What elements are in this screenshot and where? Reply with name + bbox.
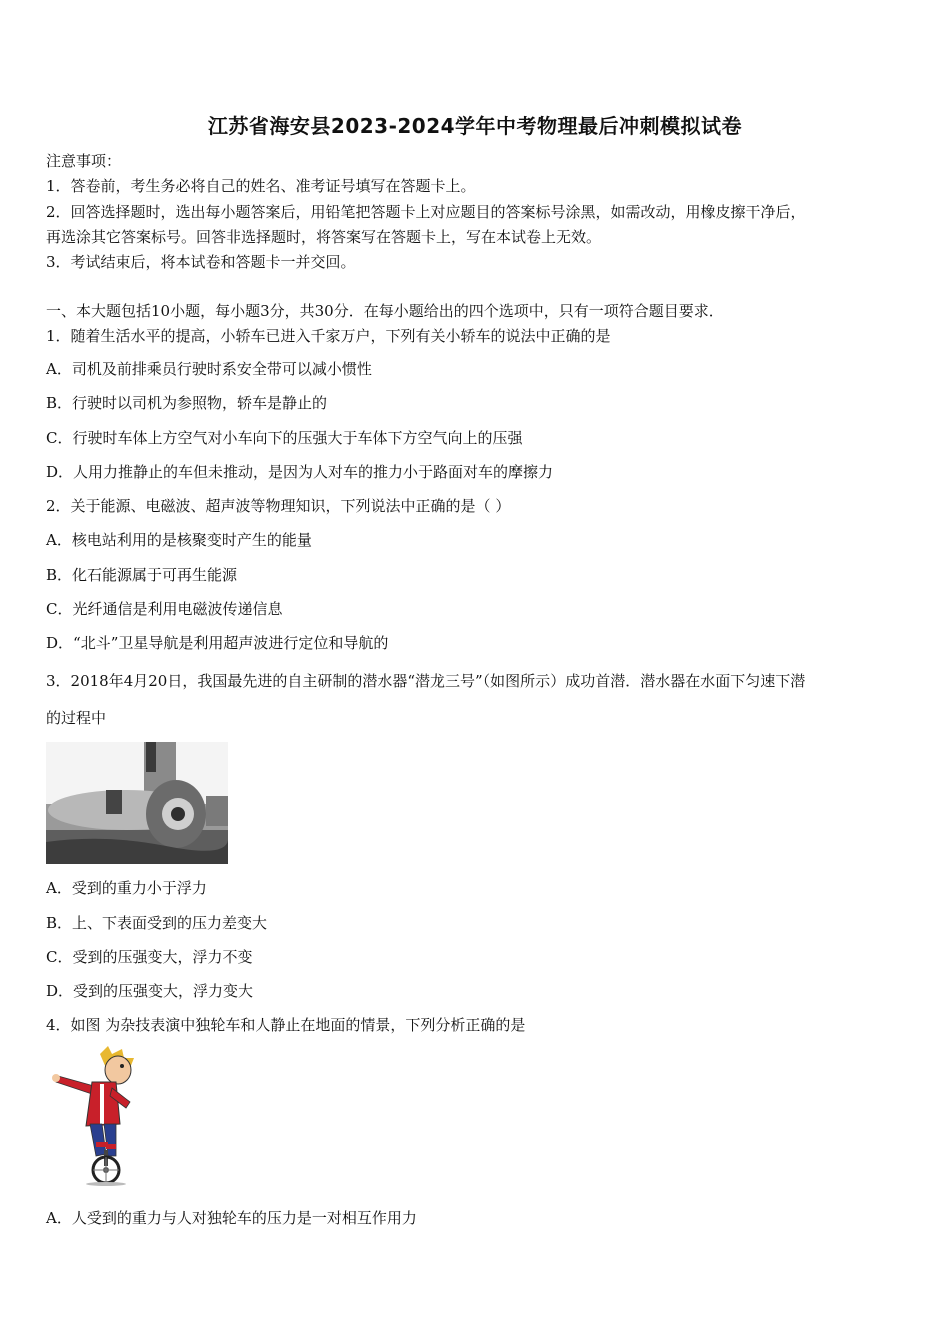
question-4-option-a: A．人受到的重力与人对独轮车的压力是一对相互作用力 <box>46 1209 417 1227</box>
question-1-stem: 1．随着生活水平的提高，小轿车已进入千家万户，下列有关小轿车的说法中正确的是 <box>46 327 611 345</box>
question-2-option-b: B．化石能源属于可再生能源 <box>46 566 238 584</box>
notice-item-2-cont: 再选涂其它答案标号。回答非选择题时，将答案写在答题卡上，写在本试卷上无效。 <box>46 228 602 246</box>
submersible-photo <box>46 742 228 864</box>
question-2-option-d: D．“北斗”卫星导航是利用超声波进行定位和导航的 <box>46 634 389 652</box>
question-4-stem: 4．如图 为杂技表演中独轮车和人静止在地面的情景，下列分析正确的是 <box>46 1016 526 1034</box>
unicycle-performer-image <box>50 1046 150 1186</box>
section-intro: 一、本大题包括10小题，每小题3分，共30分．在每小题给出的四个选项中，只有一项符合题目要求． <box>46 302 724 320</box>
question-1-option-b: B．行驶时以司机为参照物，轿车是静止的 <box>46 394 328 412</box>
question-2-option-c: C．光纤通信是利用电磁波传递信息 <box>46 600 283 618</box>
question-3-stem: 3．2018年4月20日，我国最先进的自主研制的潜水器“潜龙三号”（如图所示）成功首潜．潜水器在水面下匀速下潜 <box>46 672 806 690</box>
page-title: 江苏省海安县2023-2024学年中考物理最后冲刺模拟试卷 <box>207 114 743 138</box>
question-1-option-d: D．人用力推静止的车但未推动，是因为人对车的推力小于路面对车的摩擦力 <box>46 463 554 481</box>
notice-heading: 注意事项： <box>46 152 122 170</box>
notice-item-2: 2．回答选择题时，选出每小题答案后，用铅笔把答题卡上对应题目的答案标号涂黑，如需改动，用橡皮擦干净后， <box>46 203 806 221</box>
question-3-stem-cont: 的过程中 <box>46 709 107 727</box>
question-3-option-a: A．受到的重力小于浮力 <box>46 879 207 897</box>
question-1-option-a: A．司机及前排乘员行驶时系安全带可以减小惯性 <box>46 360 372 378</box>
notice-item-3: 3．考试结束后，将本试卷和答题卡一并交回。 <box>46 253 356 271</box>
question-3-option-b: B．上、下表面受到的压力差变大 <box>46 914 268 932</box>
question-2-stem: 2．关于能源、电磁波、超声波等物理知识，下列说法中正确的是（ ） <box>46 497 511 515</box>
question-3-option-d: D．受到的压强变大，浮力变大 <box>46 982 254 1000</box>
question-1-option-c: C．行驶时车体上方空气对小车向下的压强大于车体下方空气向上的压强 <box>46 429 523 447</box>
notice-item-1: 1．答卷前，考生务必将自己的姓名、准考证号填写在答题卡上。 <box>46 177 476 195</box>
question-3-option-c: C．受到的压强变大，浮力不变 <box>46 948 253 966</box>
question-2-option-a: A．核电站利用的是核聚变时产生的能量 <box>46 531 312 549</box>
